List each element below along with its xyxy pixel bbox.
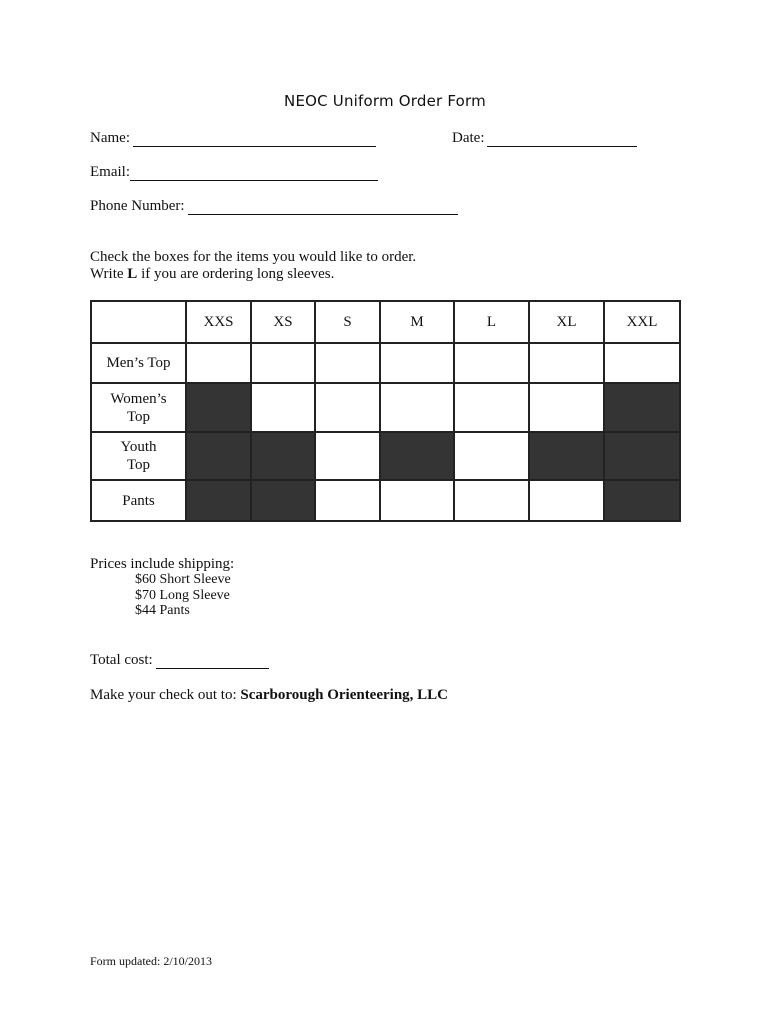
row-label [91, 383, 186, 432]
order-checkbox-cell[interactable] [529, 383, 604, 432]
price-item: $60 Short Sleeve [135, 572, 231, 587]
order-checkbox-cell[interactable] [529, 343, 604, 383]
instruction-bold-letter: L [127, 266, 138, 282]
phone-field-row [90, 198, 458, 215]
size-header: XL [529, 301, 604, 343]
phone-field[interactable] [188, 199, 458, 215]
table-row [91, 480, 680, 521]
row-label [91, 432, 186, 480]
price-item: $44 Pants [135, 603, 190, 618]
table-row [91, 343, 680, 383]
name-field[interactable] [133, 131, 376, 147]
order-checkbox-cell[interactable] [454, 432, 529, 480]
unavailable-cell [186, 432, 251, 480]
table-header-row [91, 301, 680, 343]
size-header: L [454, 301, 529, 343]
order-checkbox-cell[interactable] [454, 343, 529, 383]
unavailable-cell [604, 383, 680, 432]
check-payee-name: Scarborough Orienteering, LLC [240, 687, 449, 703]
order-checkbox-cell[interactable] [251, 343, 315, 383]
order-checkbox-cell[interactable] [380, 480, 454, 521]
page-title: NEOC Uniform Order Form [284, 92, 486, 110]
prices-section [90, 556, 234, 619]
order-checkbox-cell[interactable] [315, 432, 380, 480]
check-payee-row [90, 687, 448, 704]
unavailable-cell [604, 480, 680, 521]
order-checkbox-cell[interactable] [186, 343, 251, 383]
form-updated-footer: Form updated: 2/10/2013 [90, 954, 212, 968]
row-label-line: Men’s Top [106, 355, 171, 371]
size-header: XXL [604, 301, 680, 343]
order-checkbox-cell[interactable] [454, 480, 529, 521]
order-checkbox-cell[interactable] [315, 383, 380, 432]
email-label: Email: [90, 164, 130, 180]
row-label-line: Top [126, 457, 151, 473]
size-header: S [315, 301, 380, 343]
order-table [90, 300, 681, 522]
size-header: XXS [186, 301, 251, 343]
price-item: $70 Long Sleeve [135, 587, 230, 603]
order-checkbox-cell[interactable] [380, 383, 454, 432]
order-checkbox-cell[interactable] [315, 343, 380, 383]
order-checkbox-cell[interactable] [251, 383, 315, 432]
unavailable-cell [186, 383, 251, 432]
instruction-line-2: Write L if you are ordering long sleeves. [90, 266, 335, 282]
check-payee-prefix: Make your check out to: [90, 687, 241, 703]
table-row [91, 432, 680, 480]
row-label [91, 480, 186, 521]
email-field[interactable] [130, 165, 378, 181]
table-corner-cell [91, 301, 186, 343]
date-field-row [452, 130, 637, 147]
date-field[interactable] [487, 131, 637, 147]
instruction-line-1: Check the boxes for the items you would like to order. [90, 249, 417, 265]
row-label [91, 343, 186, 383]
date-label: Date: [452, 130, 485, 146]
total-cost-row [90, 652, 269, 669]
order-checkbox-cell[interactable] [315, 480, 380, 521]
row-label-line: Pants [122, 492, 155, 509]
total-cost-label: Total cost: [90, 652, 153, 668]
size-header: M [380, 301, 454, 343]
unavailable-cell [529, 432, 604, 480]
order-checkbox-cell[interactable] [454, 383, 529, 432]
unavailable-cell [251, 432, 315, 480]
order-checkbox-cell[interactable] [604, 343, 680, 383]
phone-label: Phone Number: [90, 198, 185, 214]
order-checkbox-cell[interactable] [380, 343, 454, 383]
order-checkbox-cell[interactable] [529, 480, 604, 521]
total-cost-field[interactable] [156, 653, 269, 669]
size-header: XS [251, 301, 315, 343]
instructions [90, 249, 416, 283]
name-label: Name: [90, 130, 130, 146]
email-field-row [90, 164, 378, 181]
unavailable-cell [186, 480, 251, 521]
table-row [91, 383, 680, 432]
unavailable-cell [380, 432, 454, 480]
row-label-line: Women’s [110, 390, 167, 407]
name-field-row [90, 130, 376, 147]
unavailable-cell [604, 432, 680, 480]
row-label-line: Youth [120, 439, 157, 455]
prices-heading: Prices include shipping: [90, 556, 235, 572]
row-label-line: Top [126, 408, 151, 425]
unavailable-cell [251, 480, 315, 521]
